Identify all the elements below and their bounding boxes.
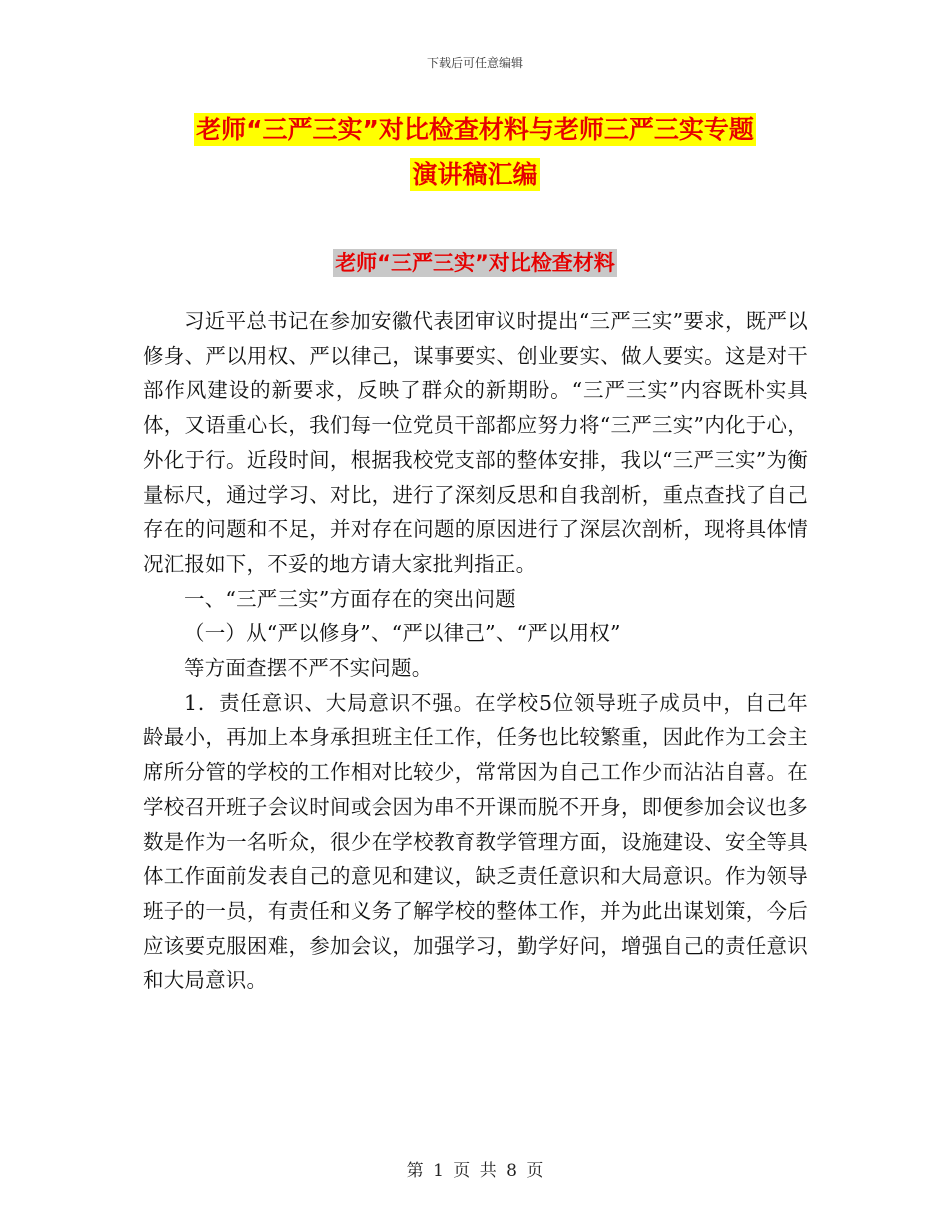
document-title-line-2 <box>0 157 950 193</box>
section-heading <box>0 247 950 279</box>
paragraph-subheading-1-cont: 等方面查摆不严不实问题。 <box>184 656 433 681</box>
document-body <box>143 304 808 998</box>
section-heading-text: 老师“三严三实”对比检查材料 <box>335 251 615 275</box>
paragraph-intro: 习近平总书记在参加安徽代表团审议时提出“三严三实”要求，既严以修身、严以用权、严以律己，谋事要实、创业要实、做人要实。这是对干部作风建设的新要求，反映了群众的新期盼。“三严三实”内容既朴实具体，又语重心长，我们每一位党员干部都应努力将“三严三实”内化于心，外化于行。近段时间，根据我校党支部的整体安排，我以“三严三实”为衡量标尺，通过学习、对比，进行了深刻反思和自我剖析，重点查找了自己存在的问题和不足，并对存在问题的原因进行了深层次剖析，现将具体情况汇报如下，不妥的地方请大家批判指正。 <box>143 309 808 576</box>
document-title-line-1 <box>0 112 950 148</box>
paragraph-heading-1: 一、“三严三实”方面存在的突出问题 <box>184 586 516 611</box>
paragraph-item-1: 1．责任意识、大局意识不强。在学校5位领导班子成员中，自己年龄最小，再加上本身承担班主任工作，任务也比较繁重，因此作为工会主席所分管的学校的工作相对比较少，常常因为自己工作少而沾沾自喜。在学校召开班子会议时间或会因为串不开课而脱不开身，即便参加会议也多数是作为一名听众，很少在学校教育教学管理方面，设施建设、安全等具体工作面前发表自己的意见和建议，缺乏责任意识和大局意识。作为领导班子的一员，有责任和义务了解学校的整体工作，并为此出谋划策，今后应该要克服困难，参加会议，加强学习，勤学好问，增强自己的责任意识和大局意识。 <box>143 690 808 993</box>
page-number-footer: 第 1 页 共 8 页 <box>406 1161 544 1181</box>
document-title-text-2: 演讲稿汇编 <box>412 160 538 189</box>
paragraph-subheading-1: （一）从“严以修身”、“严以律己”、“严以用权” <box>184 621 621 646</box>
document-title-text-1: 老师“三严三实”对比检查材料与老师三严三实专题 <box>196 115 754 144</box>
page-header-note: 下载后可任意编辑 <box>426 56 523 70</box>
